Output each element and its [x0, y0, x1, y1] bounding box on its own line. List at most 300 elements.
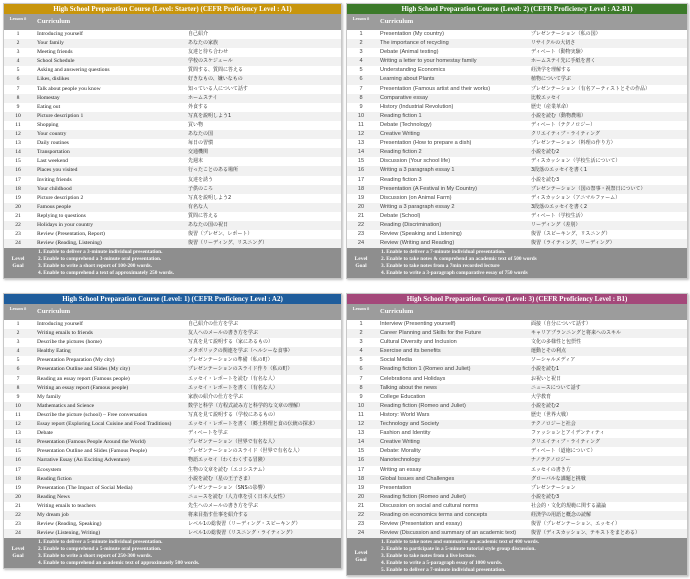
lesson-title-en: The importance of recycling — [380, 40, 449, 47]
table-row — [4, 375, 341, 384]
table-row — [4, 212, 341, 221]
table-row — [347, 429, 687, 438]
goal-item: 5. Enable to deliver a 7-minute individual presentation. — [381, 567, 506, 574]
lesson-title-en: Creative Writing — [380, 131, 420, 138]
lesson-title-en: Describe the picture (school) – Free conversation — [37, 411, 148, 418]
lesson-title-en: Discussion (Your school life) — [380, 158, 451, 165]
lesson-title-ja: リーディング（差別） — [531, 221, 581, 228]
table-row — [347, 148, 687, 157]
lesson-number: 14 — [357, 439, 365, 446]
lesson-title-ja: 数学と科学（方程式読み方と科学的な文章の理解） — [188, 402, 304, 409]
lesson-title-ja: プレゼンテーション（SNSの影響） — [188, 484, 268, 491]
lesson-title-en: Presentation (Famous artist and their works) — [380, 85, 491, 92]
table-row — [4, 148, 341, 157]
level-label: Level — [354, 256, 368, 263]
lesson-title-ja: 復習（リーディング、リスニング） — [188, 240, 268, 247]
table-row — [347, 375, 687, 384]
lesson-title-ja: プレゼンテーションのスライド作り（私の町） — [188, 366, 293, 373]
lesson-title-en: Nanotechnology — [380, 457, 421, 464]
lesson-title-en: Debate (School) — [380, 212, 421, 219]
table-row — [347, 456, 687, 465]
table-row — [4, 384, 341, 393]
lesson-title-en: Review (Presentation, Report) — [37, 231, 105, 238]
lesson-title-ja: 文化の多様性と包摂性 — [531, 339, 582, 346]
lesson-title-ja: 毎日の習慣 — [188, 140, 214, 147]
lesson-number: 5 — [359, 357, 363, 364]
lesson-number: 8 — [16, 94, 20, 101]
lesson-title-ja: 比較エッセイ — [531, 94, 561, 101]
curriculum-table-level1 — [3, 293, 342, 569]
lesson-title-ja: 有名な人 — [188, 203, 209, 210]
lesson-number: 10 — [15, 402, 21, 409]
lesson-title-ja: ファッションとアイデンティティ — [531, 430, 605, 437]
table-title: High School Preparation Course (Level: 3) (CEFR Proficiency Level : B1) — [347, 294, 687, 304]
lesson-title-en: Writing emails to friends — [37, 330, 93, 337]
table-row — [347, 203, 687, 212]
lesson-number: 6 — [359, 76, 363, 83]
lesson-title-en: Cultural Diversity and Inclusion — [380, 339, 457, 346]
lesson-title-ja: プレゼンテーション（料理の作り方） — [531, 140, 616, 147]
lesson-title-ja: 社会的・文化的規範に関する議論 — [531, 502, 607, 509]
lesson-title-ja: 運動とその利点 — [531, 348, 567, 355]
lesson-number: 2 — [359, 40, 363, 47]
lesson-title-ja: エッセイ・レポートを読む（有名な人） — [188, 375, 278, 382]
lesson-title-en: Writing a 3 paragraph essay 1 — [380, 167, 455, 174]
goal-item: 3. Enable to take notes from a live lecture. — [381, 553, 476, 560]
table-row — [347, 66, 687, 75]
table-row — [4, 139, 341, 148]
lesson-title-en: Review (Speaking and Listening) — [380, 231, 462, 238]
lesson-title-en: Social Media — [380, 357, 413, 364]
table-row — [347, 139, 687, 148]
lesson-title-en: Homestay — [37, 94, 60, 101]
goal-item: 1. Enable to deliver a 3-minute individual presentation. — [38, 249, 163, 256]
level-goal — [347, 538, 687, 575]
goal-item: 2. Enable to take notes & comprehend an academic text of 500 words — [381, 256, 537, 263]
table-row — [347, 329, 687, 338]
lesson-title-ja: クリエイティブ・ライティング — [531, 439, 600, 446]
curriculum-table-level3 — [346, 293, 688, 576]
goal-item: 4. Enable to write a 3-paragraph comparative essay of 750 words — [381, 270, 528, 277]
lesson-number: 13 — [15, 140, 21, 147]
table-row — [347, 475, 687, 484]
table-row — [347, 420, 687, 429]
lesson-title-en: Reading fiction 1 (Romeo and Juliet) — [380, 366, 471, 373]
lesson-title-en: College Education — [380, 393, 426, 400]
lesson-title-ja: 友達と待ち合わせ — [188, 49, 229, 56]
lesson-number: 22 — [15, 511, 21, 518]
level-label: Level — [11, 256, 25, 263]
lesson-title-ja: 復習（ディスカッション、テキストをまとめる） — [531, 530, 640, 537]
table-row — [347, 384, 687, 393]
lesson-title-en: History (Industrial Revolution) — [380, 103, 454, 110]
lesson-title-ja: キャリアプランニングと将来へのスキル — [531, 330, 621, 337]
lesson-title-en: Presentation (My country) — [380, 31, 445, 37]
table-row — [347, 447, 687, 456]
lesson-title-en: Famous people — [37, 203, 72, 210]
lesson-title-en: Mathematics and Science — [37, 402, 95, 409]
table-row — [347, 393, 687, 402]
lesson-title-ja: リサイクルの大切さ — [531, 40, 576, 47]
table-row — [347, 347, 687, 356]
lesson-title-ja: 小説を読む1 — [531, 366, 560, 373]
lesson-title-en: Writing a letter to your homestay family — [380, 58, 477, 65]
lesson-title-en: Learning about Plants — [380, 76, 435, 83]
lesson-number: 22 — [15, 221, 21, 228]
lesson-title-ja: ディスカッション（学校生活について） — [531, 158, 621, 165]
lesson-title-en: Discussion (on Animal Farm) — [380, 194, 452, 201]
lesson-number: 11 — [15, 411, 21, 418]
lesson-number: 7 — [16, 375, 20, 382]
goal-item: 3. Enable to take notes from a 7min recorded lecture — [381, 263, 500, 270]
lesson-number: 10 — [15, 112, 21, 119]
level-label: Level — [11, 546, 25, 553]
table-row — [347, 39, 687, 48]
table-row — [347, 502, 687, 511]
lesson-title-ja: テクノロジーと社会 — [531, 421, 576, 428]
lesson-title-en: Picture description 2 — [37, 194, 84, 201]
lesson-number: 15 — [357, 448, 365, 455]
lesson-number: 14 — [357, 149, 365, 156]
lesson-number: 23 — [357, 231, 365, 238]
lesson-number: 24 — [15, 530, 21, 537]
lesson-number: 19 — [15, 194, 21, 201]
table-row — [4, 39, 341, 48]
lesson-title-ja: プレゼンテーション（国の祭事・祝祭日について） — [531, 185, 646, 192]
lesson-number: 1 — [16, 31, 20, 37]
table-row — [4, 166, 341, 175]
lesson-title-ja: 復習（スピーキング、リスニング） — [531, 231, 611, 238]
lesson-number: 17 — [357, 466, 365, 473]
table-row — [347, 185, 687, 194]
table-row — [4, 402, 341, 411]
lesson-title-ja: クリエイティブ・ライティング — [531, 131, 600, 138]
lesson-number: 11 — [358, 121, 364, 128]
table-row — [4, 529, 341, 538]
lesson-number: 20 — [357, 493, 365, 500]
lesson-number: 21 — [15, 502, 21, 509]
lesson-title-en: Presentation (The Impact of Social Media) — [37, 484, 133, 491]
table-title: High School Preparation Course (Level: 2) (CEFR Proficiency Level : A2-B1) — [347, 4, 687, 14]
lesson-number: 6 — [16, 76, 20, 83]
lesson-number: 17 — [357, 176, 365, 183]
table-row — [4, 230, 341, 239]
lesson-number: 15 — [15, 158, 21, 165]
lesson-title-en: Talk about people you know — [37, 85, 101, 92]
lesson-title-en: Debate — [37, 430, 53, 437]
lesson-title-ja: ディスカッション（アニマルファーム） — [531, 194, 621, 201]
lesson-title-ja: エッセイ・レポートを書く（郷土料理と食の伝統の探求） — [188, 421, 318, 428]
table-row — [4, 130, 341, 139]
table-row — [4, 456, 341, 465]
lesson-title-ja: ナノテクノロジー — [531, 457, 571, 464]
lesson-title-en: Exercise and its benefits — [380, 348, 441, 355]
lesson-title-ja: 小説を読む3 — [531, 493, 560, 500]
table-row — [4, 511, 341, 520]
lesson-number: 24 — [15, 240, 21, 247]
lesson-number: 14 — [15, 149, 21, 156]
lesson-title-en: Review (Reading, Speaking) — [37, 521, 102, 528]
table-row — [4, 356, 341, 365]
lesson-number: 18 — [15, 185, 21, 192]
curriculum-header: Curriculum — [37, 18, 71, 25]
lesson-title-ja: 好きなもの、嫌いなもの — [188, 76, 243, 83]
lesson-number: 5 — [16, 357, 20, 364]
table-row — [347, 221, 687, 230]
lesson-number: 5 — [359, 67, 363, 74]
lesson-title-ja: あなたの国 — [188, 131, 214, 138]
lesson-number: 1 — [359, 321, 363, 327]
lesson-title-en: Review (Presentation and essay) — [380, 521, 463, 528]
lesson-title-ja: エッセイ・レポートを書く（有名な人） — [188, 384, 278, 391]
lesson-number: 11 — [15, 121, 21, 128]
lesson-title-en: Reading fiction (Romeo and Juliet) — [380, 493, 466, 500]
level-goal — [4, 248, 341, 278]
lesson-title-en: Introducing yourself — [37, 321, 83, 327]
lesson-number: 8 — [359, 384, 363, 391]
table-row — [347, 402, 687, 411]
lesson-number: 20 — [15, 493, 21, 500]
table-row — [4, 475, 341, 484]
lesson-title-ja: 小説を読む3 — [531, 176, 560, 183]
lesson-title-en: Discussion on social and cultural norms — [380, 502, 479, 509]
lesson-title-en: Reading on economics terms and concepts — [380, 511, 488, 518]
lesson-number: 3 — [359, 49, 363, 56]
level-label: Level — [354, 549, 368, 556]
table-row — [4, 438, 341, 447]
goal-item: 4. Enable to write a 5-paragraph essay of 1000 words. — [381, 560, 503, 567]
lesson-title-en: Reading News — [37, 493, 70, 500]
lesson-title-en: Presentation — [380, 484, 412, 491]
lesson-number: 13 — [357, 430, 365, 437]
lesson-title-ja: プレゼンテーションの準備（私の町） — [188, 357, 273, 364]
lesson-number: 13 — [15, 430, 21, 437]
lesson-title-en: Presentation (Famous People Around the World) — [37, 439, 146, 446]
lesson-title-en: My dream job — [37, 511, 69, 518]
table-row — [4, 194, 341, 203]
table-row — [4, 203, 341, 212]
lesson-title-ja: 質問に答える — [188, 212, 219, 219]
lesson-title-ja: お祝いと祝日 — [531, 375, 562, 382]
lesson-title-ja: 小説を読む2 — [531, 402, 560, 409]
table-row — [4, 338, 341, 347]
level-goal-label — [4, 546, 32, 560]
table-row — [347, 511, 687, 520]
level-goal-label — [4, 256, 32, 270]
lesson-title-ja: 生物の文章を読む（エコシステム） — [188, 466, 268, 473]
lesson-number: 4 — [359, 348, 363, 355]
lesson-number: 17 — [15, 176, 21, 183]
goal-label: Goal — [12, 553, 24, 560]
lesson-title-ja: 小説を読む2 — [531, 149, 560, 156]
lesson-title-en: Your childhood — [37, 185, 72, 192]
lesson-title-en: Picture description 1 — [37, 112, 84, 119]
table-row — [347, 30, 687, 39]
lesson-title-en: Likes, dislikes — [37, 76, 70, 83]
lesson-title-ja: 植物について学ぶ — [531, 76, 571, 83]
goal-label: Goal — [355, 556, 367, 563]
table-row — [347, 112, 687, 121]
lesson-number: 24 — [357, 240, 365, 247]
table-row — [347, 103, 687, 112]
lesson-title-en: Reading an essay report (Famous people) — [37, 375, 130, 382]
lesson-title-en: Reading fiction 2 — [380, 149, 422, 156]
table-row — [4, 121, 341, 130]
lesson-title-ja: 先生へのメールの書き方を学ぶ — [188, 502, 258, 509]
lesson-title-en: Shopping — [37, 121, 59, 128]
table-row — [4, 447, 341, 456]
lesson-title-en: Meeting friends — [37, 49, 73, 56]
table-row — [4, 185, 341, 194]
table-row — [347, 411, 687, 420]
lesson-title-ja: プレゼンテーション — [531, 484, 576, 491]
table-row — [347, 466, 687, 475]
lesson-number: 4 — [16, 348, 20, 355]
lesson-number: 12 — [15, 131, 21, 138]
goal-item: 1. Enable to deliver a 7-minute individual presentation. — [381, 249, 506, 256]
table-row — [4, 520, 341, 529]
lesson-rows — [4, 30, 341, 248]
lesson-number: 23 — [15, 231, 21, 238]
lesson-number: 2 — [16, 40, 20, 47]
lesson-title-ja: 外食する — [188, 103, 209, 110]
lesson-title-en: Daily routines — [37, 140, 69, 147]
lesson-title-en: School Schedule — [37, 58, 75, 65]
curriculum-header: Curriculum — [380, 18, 414, 25]
lesson-title-en: Review (Reading, Listening) — [37, 240, 102, 247]
lesson-number: 20 — [15, 203, 21, 210]
lesson-title-en: Describe the pictures (home) — [37, 339, 102, 346]
lesson-number: 4 — [16, 58, 20, 65]
lesson-title-en: Presentation Outline and Slides (Famous People) — [37, 448, 147, 455]
table-row — [4, 365, 341, 374]
lesson-title-en: Last weekend — [37, 158, 68, 165]
lesson-number: 6 — [16, 366, 20, 373]
table-row — [347, 157, 687, 166]
lesson-title-en: Interview (Presenting yourself) — [380, 321, 456, 327]
table-row — [347, 176, 687, 185]
lesson-title-en: Debate (Technology) — [380, 121, 432, 128]
lesson-title-ja: 友人へのメールの書き方を学ぶ — [188, 330, 258, 337]
lesson-rows — [347, 320, 687, 538]
lesson-title-ja: レベル1の総復習（リーディング・スピーキング） — [188, 521, 301, 528]
lesson-title-ja: 写真を見て説明する（学校にあるもの） — [188, 411, 279, 418]
curriculum-table-starter — [3, 3, 342, 279]
lesson-title-en: Presentation (A Festival in My Country) — [380, 185, 477, 192]
lesson-title-en: Presentation Outline and Slides (My city) — [37, 366, 131, 373]
lesson-number: 23 — [15, 521, 21, 528]
lesson-title-en: Healthy Eating — [37, 348, 71, 355]
lesson-title-ja: 行ったことのある場所 — [188, 167, 239, 174]
lesson-number: 17 — [15, 466, 21, 473]
lesson-title-ja: 復習（プレゼンテーション、エッセイ） — [531, 521, 620, 528]
table-header — [347, 14, 687, 30]
lesson-title-en: Your family — [37, 40, 64, 47]
lesson-title-ja: 学校のスケジュール — [188, 58, 233, 65]
goal-item: 1. Enable to deliver a 5-minute individual presentation. — [38, 539, 163, 546]
curriculum-header: Curriculum — [37, 308, 71, 315]
lesson-title-en: Career Planning and Skills for the Future — [380, 330, 482, 337]
lesson-title-en: Debate: Morality — [380, 448, 421, 455]
lesson-number: 13 — [357, 140, 365, 147]
lesson-title-ja: ディベート（学校生活） — [531, 212, 586, 219]
lesson-title-en: Reading fiction — [37, 475, 72, 482]
lesson-title-ja: 自己紹介の仕方を学ぶ — [188, 321, 239, 327]
lesson-number: 21 — [15, 212, 21, 219]
lesson-title-ja: 3段落のエッセイを書く1 — [531, 167, 588, 174]
lesson-number: 3 — [359, 339, 363, 346]
table-row — [347, 438, 687, 447]
lesson-number: 2 — [359, 330, 363, 337]
lesson-title-ja: 大学教育 — [531, 393, 552, 400]
lesson-title-ja: ニュースを読む（人力車を引く日本人女性） — [188, 493, 288, 500]
table-row — [347, 493, 687, 502]
lesson-title-ja: 物語エッセイ（わくわくする冒険） — [188, 457, 268, 464]
lesson-title-ja: ホームステイ — [188, 94, 218, 101]
lesson-title-ja: ディベートを学ぶ — [188, 430, 228, 437]
goal-item: 1. Enable to take notes and summarize an academic text of 400 words. — [381, 539, 540, 546]
table-row — [347, 121, 687, 130]
table-row — [347, 239, 687, 248]
lesson-number: 12 — [15, 421, 21, 428]
table-row — [4, 30, 341, 39]
lesson-title-en: Talking about the news — [380, 384, 437, 391]
table-title: High School Preparation Course (Level: Starter) (CEFR Proficiency Level : A1) — [4, 4, 341, 14]
lesson-title-ja: ディベート（動物実験） — [531, 49, 586, 56]
lesson-title-ja: エッセイの書き方 — [531, 466, 571, 473]
lesson-number: 16 — [15, 457, 21, 464]
goal-item: 3. Enable to write a short report of 250-300 words. — [38, 553, 152, 560]
table-row — [4, 75, 341, 84]
lesson-title-ja: 友達を誘う — [188, 176, 214, 183]
lesson-number: 19 — [357, 484, 365, 491]
lesson-number: 18 — [15, 475, 21, 482]
lesson-number: 3 — [16, 339, 20, 346]
lesson-title-ja: 自己紹介 — [188, 31, 209, 37]
goal-label: Goal — [355, 263, 367, 270]
table-row — [4, 347, 341, 356]
table-row — [347, 320, 687, 329]
table-header — [4, 304, 341, 320]
lesson-title-en: Transportation — [37, 149, 70, 156]
lesson-title-en: My family — [37, 393, 61, 400]
lesson-title-ja: 歴史（産業革命） — [531, 103, 572, 110]
lesson-title-en: Celebrations and Holidays — [380, 375, 446, 382]
lesson-number: 2 — [16, 330, 20, 337]
lesson-title-en: Presentation (How to prepare a dish) — [380, 140, 472, 147]
lesson-number: 24 — [357, 530, 365, 537]
lesson-number: 9 — [359, 103, 363, 110]
level-goal-label — [347, 550, 375, 564]
lesson-number-header: Lesson # — [352, 16, 370, 21]
table-header — [347, 304, 687, 320]
lesson-title-ja: 経済学の用語と概念の読解 — [531, 511, 592, 518]
lesson-title-ja: 将来目指す仕事を紹介する — [188, 511, 249, 518]
table-row — [4, 239, 341, 248]
table-title: High School Preparation Course (Level: 1) (CEFR Proficiency Level : A2) — [4, 294, 341, 304]
table-row — [347, 75, 687, 84]
curriculum-table-level2 — [346, 3, 688, 279]
table-row — [347, 365, 687, 374]
lesson-number: 8 — [359, 94, 363, 101]
lesson-title-ja: あなたの国の祝日 — [188, 221, 229, 228]
lesson-title-ja: プレゼンテーション（有名アーティストとその作品） — [531, 85, 651, 92]
table-row — [347, 57, 687, 66]
lesson-number: 11 — [358, 411, 364, 418]
lesson-number: 1 — [359, 31, 363, 37]
lesson-title-ja: 写真を説明しよう1 — [188, 112, 232, 119]
lesson-title-en: Global Issues and Challenges — [380, 475, 455, 482]
